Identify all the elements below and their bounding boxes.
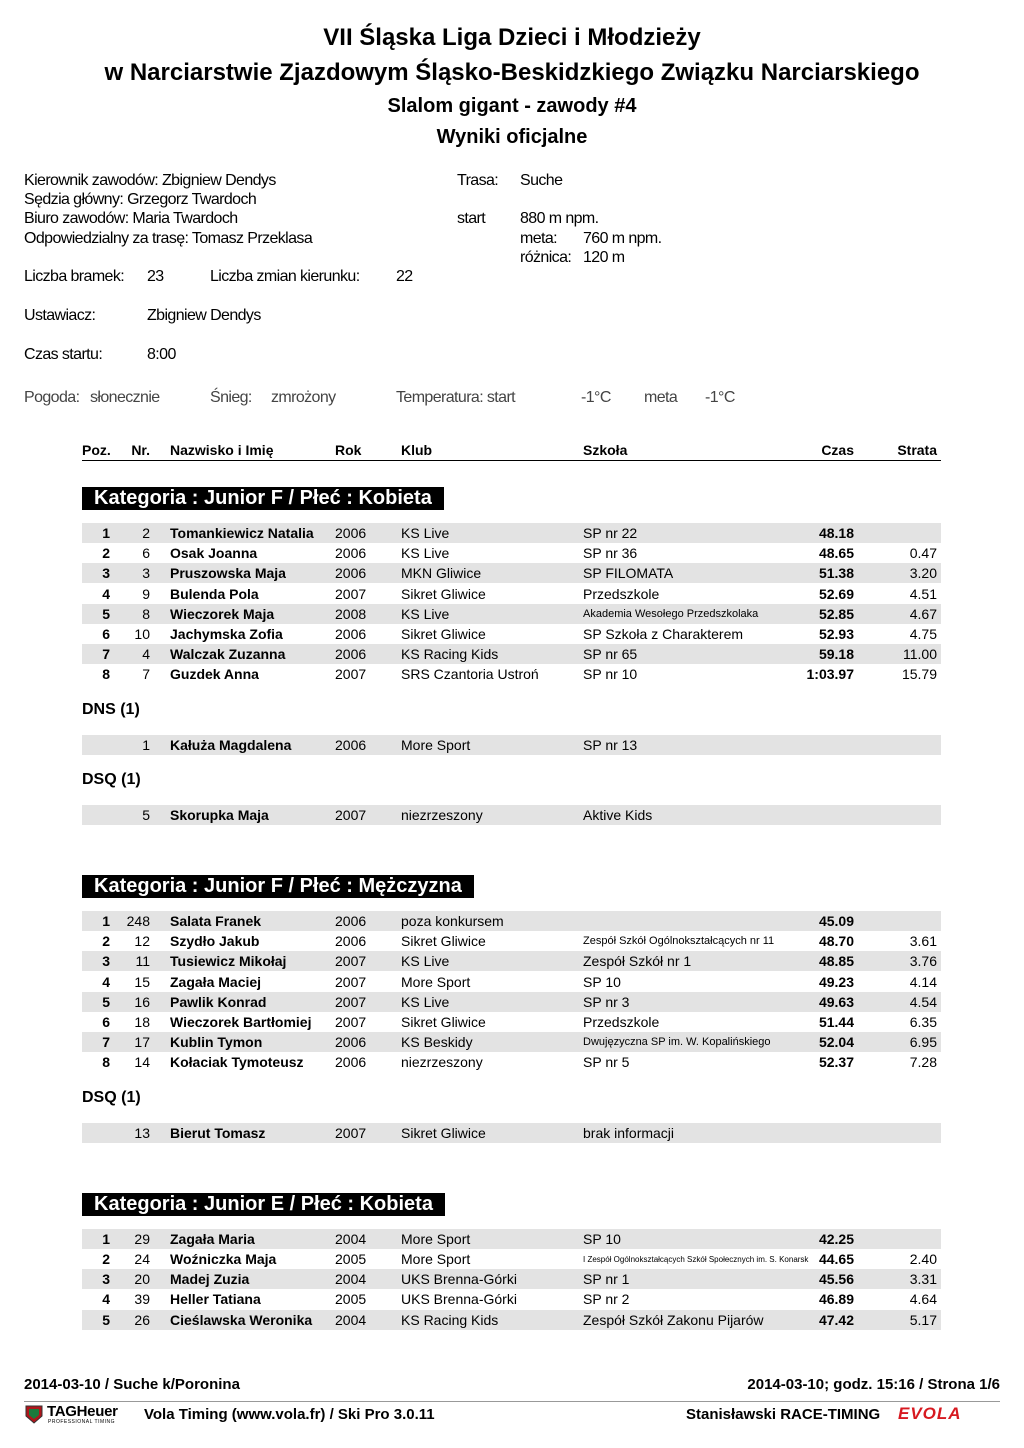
cell-poz: 6 xyxy=(102,626,110,642)
cell-rok: 2006 xyxy=(335,646,367,663)
cell-czas: 45.09 xyxy=(818,913,854,929)
cell-nr: 7 xyxy=(142,666,150,683)
cell-szkola: SP Szkoła z Charakterem xyxy=(583,626,744,642)
cell-nr: 20 xyxy=(134,1271,150,1288)
cell-rok: 2006 xyxy=(335,736,367,753)
cell-szkola: brak informacji xyxy=(583,1124,675,1141)
table-row xyxy=(82,604,941,624)
cell-name: Skorupka Maja xyxy=(170,806,269,823)
status-group-label: DSQ (1) xyxy=(82,770,141,788)
cell-nr: 14 xyxy=(134,1054,150,1071)
table-row xyxy=(82,1289,941,1309)
cell-name: Jachymska Zofia xyxy=(170,626,283,642)
cell-nr: 10 xyxy=(134,626,150,642)
cell-name: Pruszowska Maja xyxy=(170,565,286,582)
cell-nr: 4 xyxy=(142,646,150,663)
trasa-value: Suche xyxy=(520,172,563,189)
cell-szkola: SP nr 13 xyxy=(583,736,638,753)
cell-klub: niezrzeszony xyxy=(401,806,483,823)
bramek-value: 23 xyxy=(147,268,164,285)
cell-nr: 9 xyxy=(142,585,150,602)
cell-poz: 2 xyxy=(102,545,110,562)
cell-szkola: SP nr 3 xyxy=(583,993,630,1010)
table-header xyxy=(82,440,941,461)
cell-name: Osak Joanna xyxy=(170,545,258,562)
cell-name: Guzdek Anna xyxy=(170,666,259,683)
cell-strata: 3.61 xyxy=(909,933,937,950)
ustawiacz-label: Ustawiacz: xyxy=(24,307,96,324)
cell-strata: 4.64 xyxy=(909,1291,937,1308)
cell-poz: 7 xyxy=(102,1034,110,1051)
cell-strata: 3.31 xyxy=(909,1271,937,1288)
cell-nr: 6 xyxy=(142,545,150,562)
meta-value: 760 m npm. xyxy=(583,230,662,247)
cell-nr: 29 xyxy=(134,1230,150,1247)
cell-szkola: SP nr 2 xyxy=(583,1291,630,1308)
cell-szkola: I Zespół Ogólnokształcących Szkół Społecznych im. S. Konarsk xyxy=(583,1255,809,1264)
cell-czas: 48.18 xyxy=(818,525,854,541)
cell-strata: 7.28 xyxy=(909,1054,937,1071)
cell-poz: 4 xyxy=(102,1291,110,1308)
cell-poz: 3 xyxy=(102,565,110,582)
cell-szkola: Zespół Szkół Zakonu Pijarów xyxy=(583,1311,764,1328)
cell-rok: 2005 xyxy=(335,1251,367,1267)
cell-szkola: SP 10 xyxy=(583,1230,621,1247)
cell-klub: poza konkursem xyxy=(401,913,504,929)
cell-poz: 4 xyxy=(102,585,110,602)
temp-meta-label: meta xyxy=(644,389,678,406)
tagheuer-text: TAGHeuer xyxy=(47,1403,118,1420)
cell-poz: 7 xyxy=(102,646,110,663)
cell-poz: 8 xyxy=(102,1054,110,1071)
table-row xyxy=(82,735,941,755)
cell-rok: 2007 xyxy=(335,666,367,683)
col-poz: Poz. xyxy=(82,442,111,458)
cell-czas: 42.25 xyxy=(818,1230,854,1247)
cell-szkola: Zespół Szkół nr 1 xyxy=(583,953,692,970)
cell-strata: 4.51 xyxy=(909,585,937,602)
cell-klub: KS Live xyxy=(401,605,450,622)
table-row xyxy=(82,992,941,1012)
table-row xyxy=(82,664,941,684)
cell-klub: Sikret Gliwice xyxy=(401,626,486,642)
cell-szkola: Przedszkole xyxy=(583,585,660,602)
zmian-label: Liczba zmian kierunku: xyxy=(210,268,360,285)
czas-startu-label: Czas startu: xyxy=(24,346,103,363)
col-strata: Strata xyxy=(897,442,937,458)
table-row xyxy=(82,972,941,992)
cell-nr: 12 xyxy=(134,933,150,950)
cell-nr: 3 xyxy=(142,565,150,582)
cell-strata: 4.67 xyxy=(909,605,937,622)
info-sedzia: Sędzia główny: Grzegorz Twardoch xyxy=(24,191,257,208)
cell-nr: 5 xyxy=(142,806,150,823)
cell-rok: 2007 xyxy=(335,806,367,823)
cell-poz: 2 xyxy=(102,1251,110,1267)
cell-szkola: SP nr 10 xyxy=(583,666,638,683)
temp-start-value: -1°C xyxy=(581,389,611,406)
cell-czas: 51.44 xyxy=(818,1014,854,1030)
bramek-label: Liczba bramek: xyxy=(24,268,125,285)
table-row xyxy=(82,644,941,664)
table-row xyxy=(82,1123,941,1143)
cell-strata: 0.47 xyxy=(909,545,937,562)
cell-rok: 2006 xyxy=(335,1054,367,1071)
cell-name: Woźniczka Maja xyxy=(170,1251,277,1267)
col-rok: Rok xyxy=(335,442,362,458)
cell-rok: 2006 xyxy=(335,933,367,950)
cell-szkola: Zespół Szkół Ogólnokształcących nr 11 xyxy=(583,935,775,948)
table-row xyxy=(82,584,941,604)
zmian-value: 22 xyxy=(396,268,413,285)
cell-nr: 248 xyxy=(126,913,150,929)
cell-name: Wieczorek Maja xyxy=(170,605,275,622)
category-header: Kategoria : Junior E / Płeć : Kobieta xyxy=(82,1193,445,1216)
footer-timing-software: Vola Timing (www.vola.fr) / Ski Pro 3.0.11 xyxy=(144,1406,435,1423)
cell-czas: 48.65 xyxy=(818,545,854,562)
cell-szkola: SP nr 1 xyxy=(583,1271,630,1288)
table-row xyxy=(82,543,941,563)
cell-rok: 2006 xyxy=(335,913,367,929)
start-label: start xyxy=(457,210,486,227)
cell-czas: 52.85 xyxy=(818,605,854,622)
cell-nr: 24 xyxy=(134,1251,150,1267)
info-odpowiedzialny: Odpowiedzialny za trasę: Tomasz Przeklasa xyxy=(24,230,313,247)
cell-rok: 2007 xyxy=(335,993,367,1010)
table-row xyxy=(82,563,941,583)
cell-strata: 5.17 xyxy=(909,1311,937,1328)
title-line-1: VII Śląska Liga Dzieci i Młodzieży xyxy=(323,24,701,51)
cell-strata: 6.95 xyxy=(909,1034,937,1051)
cell-klub: KS Live xyxy=(401,545,450,562)
table-row xyxy=(82,1269,941,1289)
ustawiacz-value: Zbigniew Dendys xyxy=(147,307,261,324)
cell-name: Cieślawska Weronika xyxy=(170,1311,313,1328)
cell-rok: 2008 xyxy=(335,605,367,622)
cell-poz: 5 xyxy=(102,1311,110,1328)
cell-klub: Sikret Gliwice xyxy=(401,585,486,602)
pogoda-label: Pogoda: xyxy=(24,389,80,406)
category-header: Kategoria : Junior F / Płeć : Mężczyzna xyxy=(82,875,474,898)
cell-nr: 11 xyxy=(135,953,150,970)
cell-klub: KS Beskidy xyxy=(401,1034,473,1051)
cell-poz: 5 xyxy=(102,605,110,622)
footer-date-place: 2014-03-10 / Suche k/Poronina xyxy=(24,1376,240,1393)
cell-nr: 1 xyxy=(142,736,150,753)
cell-name: Bierut Tomasz xyxy=(170,1124,266,1141)
cell-klub: KS Live xyxy=(401,993,450,1010)
cell-szkola: SP nr 5 xyxy=(583,1054,630,1071)
cell-poz: 5 xyxy=(102,993,110,1010)
cell-szkola: Dwujęzyczna SP im. W. Kopalińskiego xyxy=(583,1036,771,1049)
cell-czas: 49.23 xyxy=(818,973,854,990)
cell-klub: More Sport xyxy=(401,736,471,753)
cell-poz: 1 xyxy=(102,1230,110,1247)
cell-czas: 46.89 xyxy=(818,1291,854,1308)
cell-name: Heller Tatiana xyxy=(170,1291,261,1308)
cell-czas: 59.18 xyxy=(818,646,854,663)
cell-strata: 11.00 xyxy=(903,646,937,663)
cell-rok: 2007 xyxy=(335,585,367,602)
cell-klub: UKS Brenna-Górki xyxy=(401,1271,517,1288)
tagheuer-shield-icon xyxy=(24,1404,44,1424)
cell-poz: 2 xyxy=(102,933,110,950)
cell-czas: 52.37 xyxy=(818,1054,854,1071)
cell-szkola: SP FILOMATA xyxy=(583,565,674,582)
cell-rok: 2004 xyxy=(335,1311,367,1328)
cell-rok: 2007 xyxy=(335,973,367,990)
cell-nr: 13 xyxy=(134,1124,150,1141)
cell-strata: 3.76 xyxy=(909,953,937,970)
table-row xyxy=(82,523,941,543)
cell-szkola: Przedszkole xyxy=(583,1014,660,1030)
cell-klub: KS Live xyxy=(401,525,450,541)
cell-rok: 2004 xyxy=(335,1230,367,1247)
roznica-label: różnica: xyxy=(520,249,572,266)
cell-strata: 4.75 xyxy=(909,626,937,642)
cell-szkola: SP nr 36 xyxy=(583,545,638,562)
cell-czas: 51.38 xyxy=(818,565,854,582)
cell-name: Wieczorek Bartłomiej xyxy=(170,1014,312,1030)
czas-startu-value: 8:00 xyxy=(147,346,176,363)
start-value: 880 m npm. xyxy=(520,210,599,227)
cell-czas: 1:03.97 xyxy=(806,666,854,683)
cell-name: Kołaciak Tymoteusz xyxy=(170,1054,304,1071)
cell-strata: 4.54 xyxy=(909,993,937,1010)
cell-klub: KS Racing Kids xyxy=(401,1311,499,1328)
cell-strata: 6.35 xyxy=(909,1014,937,1030)
info-kierownik: Kierownik zawodów: Zbigniew Dendys xyxy=(24,172,276,189)
cell-nr: 17 xyxy=(134,1034,150,1051)
cell-czas: 45.56 xyxy=(818,1271,854,1288)
cell-szkola: SP 10 xyxy=(583,973,621,990)
cell-nr: 16 xyxy=(134,993,150,1010)
cell-rok: 2007 xyxy=(335,1014,367,1030)
cell-klub: MKN Gliwice xyxy=(401,565,482,582)
cell-czas: 52.69 xyxy=(818,585,854,602)
cell-rok: 2006 xyxy=(335,565,367,582)
cell-name: Szydło Jakub xyxy=(170,933,260,950)
cell-klub: More Sport xyxy=(401,1230,471,1247)
status-group-label: DNS (1) xyxy=(82,700,140,718)
tagheuer-subtext: PROFESSIONAL TIMING xyxy=(48,1419,116,1425)
cell-name: Bulenda Pola xyxy=(170,585,259,602)
cell-klub: UKS Brenna-Górki xyxy=(401,1291,517,1308)
cell-szkola: SP nr 65 xyxy=(583,646,638,663)
cell-name: Zagała Maria xyxy=(170,1230,255,1247)
cell-nr: 15 xyxy=(134,973,150,990)
snieg-value: zmrożony xyxy=(271,389,336,406)
cell-name: Kałuża Magdalena xyxy=(170,736,292,753)
cell-strata: 4.14 xyxy=(909,973,937,990)
meta-label: meta: xyxy=(520,230,558,247)
cell-klub: SRS Czantoria Ustroń xyxy=(401,666,539,683)
cell-poz: 8 xyxy=(102,666,110,683)
cell-klub: More Sport xyxy=(401,973,471,990)
footer-company: Stanisławski RACE-TIMING xyxy=(686,1406,881,1423)
cell-rok: 2004 xyxy=(335,1271,367,1288)
cell-rok: 2006 xyxy=(335,545,367,562)
table-row xyxy=(82,1310,941,1330)
cell-nr: 18 xyxy=(134,1014,150,1030)
col-czas: Czas xyxy=(821,442,854,458)
cell-szkola: SP nr 22 xyxy=(583,525,638,541)
col-nr: Nr. xyxy=(131,442,150,458)
cell-strata: 3.20 xyxy=(909,565,937,582)
table-row xyxy=(82,1052,941,1072)
cell-czas: 49.63 xyxy=(818,993,854,1010)
cell-rok: 2006 xyxy=(335,525,367,541)
table-row xyxy=(82,1012,941,1032)
category-header: Kategoria : Junior F / Płeć : Kobieta xyxy=(82,487,444,510)
results-status: Wyniki oficjalne xyxy=(436,126,588,148)
cell-name: Zagała Maciej xyxy=(170,973,262,990)
table-row xyxy=(82,624,941,644)
cell-klub: Sikret Gliwice xyxy=(401,1124,486,1141)
cell-klub: Sikret Gliwice xyxy=(401,933,486,950)
col-name: Nazwisko i Imię xyxy=(170,442,274,458)
cell-klub: niezrzeszony xyxy=(401,1054,483,1071)
cell-name: Pawlik Konrad xyxy=(170,993,267,1010)
cell-name: Walczak Zuzanna xyxy=(170,646,286,663)
info-biuro: Biuro zawodów: Maria Twardoch xyxy=(24,210,238,227)
tagheuer-logo xyxy=(24,1403,134,1425)
cell-name: Tusiewicz Mikołaj xyxy=(170,953,287,970)
table-row xyxy=(82,911,941,931)
col-szkola: Szkoła xyxy=(583,442,628,458)
cell-poz: 1 xyxy=(102,525,110,541)
footer-timestamp-page: 2014-03-10; godz. 15:16 / Strona 1/6 xyxy=(747,1376,1000,1393)
roznica-value: 120 m xyxy=(583,249,625,266)
cell-poz: 4 xyxy=(102,973,110,990)
col-klub: Klub xyxy=(401,442,433,458)
cell-rok: 2006 xyxy=(335,626,367,642)
status-group-label: DSQ (1) xyxy=(82,1088,141,1106)
cell-rok: 2007 xyxy=(335,953,367,970)
cell-szkola: Akademia Wesołego Przedszkolaka xyxy=(583,607,759,620)
cell-rok: 2005 xyxy=(335,1291,367,1308)
cell-poz: 3 xyxy=(102,953,110,970)
cell-rok: 2007 xyxy=(335,1124,367,1141)
cell-strata: 2.40 xyxy=(909,1251,937,1267)
table-row xyxy=(82,1229,941,1249)
table-row xyxy=(82,805,941,825)
race-name: Slalom gigant - zawody #4 xyxy=(387,95,637,117)
trasa-label: Trasa: xyxy=(457,172,499,189)
cell-klub: KS Live xyxy=(401,953,450,970)
table-row xyxy=(82,931,941,951)
cell-czas: 52.04 xyxy=(818,1034,854,1051)
cell-name: Kublin Tymon xyxy=(170,1034,263,1051)
temp-meta-value: -1°C xyxy=(705,389,735,406)
cell-nr: 2 xyxy=(142,525,150,541)
cell-czas: 44.65 xyxy=(818,1251,854,1267)
cell-strata: 15.79 xyxy=(901,666,937,683)
cell-nr: 26 xyxy=(134,1311,150,1328)
cell-klub: More Sport xyxy=(401,1251,471,1267)
cell-name: Madej Zuzia xyxy=(170,1271,250,1288)
cell-czas: 48.85 xyxy=(818,953,854,970)
title-line-2: w Narciarstwie Zjazdowym Śląsko-Beskidzkiego Związku Narciarskiego xyxy=(104,59,920,86)
cell-name: Salata Franek xyxy=(170,913,262,929)
cell-czas: 47.42 xyxy=(818,1311,854,1328)
footer-divider xyxy=(24,1401,1000,1402)
cell-klub: Sikret Gliwice xyxy=(401,1014,486,1030)
cell-czas: 52.93 xyxy=(818,626,854,642)
snieg-label: Śnieg: xyxy=(210,389,252,406)
cell-name: Tomankiewicz Natalia xyxy=(170,525,314,541)
cell-nr: 39 xyxy=(134,1291,150,1308)
table-row xyxy=(82,1032,941,1052)
vola-logo: EVOLA xyxy=(898,1404,962,1423)
cell-nr: 8 xyxy=(142,605,150,622)
cell-poz: 6 xyxy=(102,1014,110,1030)
cell-klub: KS Racing Kids xyxy=(401,646,499,663)
cell-poz: 1 xyxy=(102,913,110,929)
cell-rok: 2006 xyxy=(335,1034,367,1051)
cell-czas: 48.70 xyxy=(818,933,854,950)
cell-poz: 3 xyxy=(102,1271,110,1288)
pogoda-value: słonecznie xyxy=(90,389,160,406)
temp-label: Temperatura: start xyxy=(396,389,516,406)
cell-szkola: Aktive Kids xyxy=(583,806,653,823)
table-row xyxy=(82,951,941,971)
table-row xyxy=(82,1249,941,1269)
